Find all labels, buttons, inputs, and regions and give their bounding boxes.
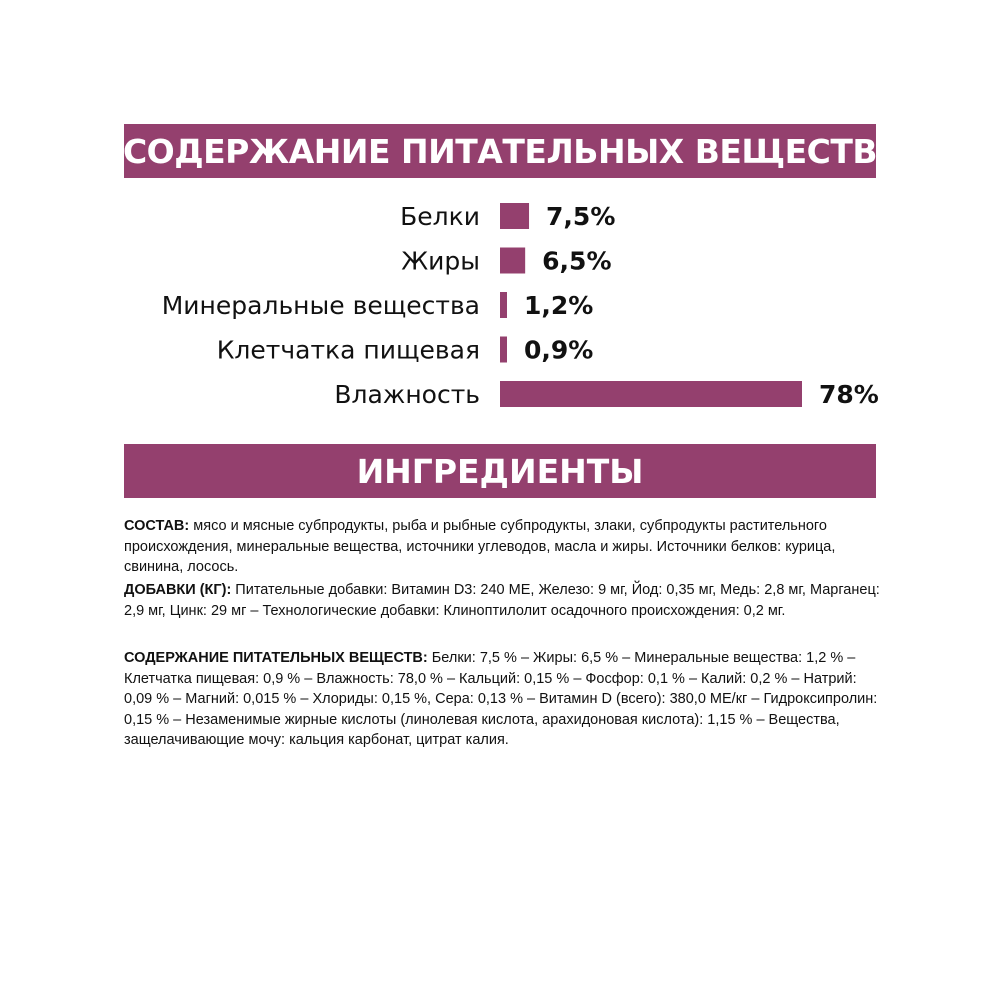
- category-label: Жиры: [401, 246, 480, 276]
- category-label: Белки: [400, 202, 480, 231]
- nutrients-banner: [124, 124, 876, 178]
- bar: [500, 337, 507, 363]
- composition-text: мясо и мясные субпродукты, рыба и рыбные субпродукты, злаки, субпродукты растительного происхождения, минеральные вещества, источники углеводов, масла и жиры. Источники белков: курица, свинина, лосось.: [124, 518, 836, 575]
- nutrients-banner-title: СОДЕРЖАНИЕ ПИТАТЕЛЬНЫХ ВЕЩЕСТВ: [122, 131, 878, 171]
- nutrients-bar-chart: [0, 190, 1000, 420]
- value-label: 78%: [819, 380, 879, 409]
- value-label: 0,9%: [524, 335, 594, 365]
- nutrient-content-text: Белки: 7,5 % – Жиры: 6,5 % – Минеральные вещества: 1,2 % – Клетчатка пищевая: 0,9 % – Влажность: 78,0 % – Кальций: 0,15 % – Фосфор: 0,1 % – Калий: 0,2 % – Натрий: 0,09 % – Магний: 0,015 % – Хлориды: 0,15 %, Сера: 0,13 % – Витамин D (всего): 380,0 МЕ/кг – Гидроксипролин: 0,15 % – Незаменимые жирные кислоты (линолевая кислота, арахидоновая кислота): 1,15 % – Вещества, защелачивающие мочу: кальция карбонат, цитрат калия.: [124, 650, 878, 748]
- value-label: 1,2%: [524, 291, 594, 320]
- bar: [500, 292, 507, 318]
- value-label: 6,5%: [542, 246, 612, 276]
- category-label: Клетчатка пищевая: [216, 335, 480, 365]
- additives-paragraph: [124, 580, 884, 621]
- additives-text: Питательные добавки: Витамин D3: 240 МЕ, Железо: 9 мг, Йод: 0,35 мг, Медь: 2,8 мг, Марганец: 2,9 мг, Цинк: 29 мг – Технологические добавки: Клиноптилолит осадочного происхождения: 0,2 мг.: [124, 582, 880, 619]
- ingredients-banner: [124, 444, 876, 498]
- ingredients-banner-title: ИНГРЕДИЕНТЫ: [356, 451, 644, 491]
- category-label: Минеральные вещества: [161, 291, 480, 320]
- composition-heading: СОСТАВ:: [124, 518, 190, 534]
- bar: [500, 381, 802, 407]
- composition-paragraph: [124, 516, 884, 578]
- bar: [500, 203, 529, 229]
- nutrient-content-paragraph: [124, 648, 884, 751]
- category-label: Влажность: [334, 380, 480, 409]
- bar: [500, 248, 525, 274]
- value-label: 7,5%: [546, 202, 616, 231]
- nutrient-content-heading: СОДЕРЖАНИЕ ПИТАТЕЛЬНЫХ ВЕЩЕСТВ:: [124, 650, 428, 666]
- additives-heading: ДОБАВКИ (КГ):: [124, 582, 232, 598]
